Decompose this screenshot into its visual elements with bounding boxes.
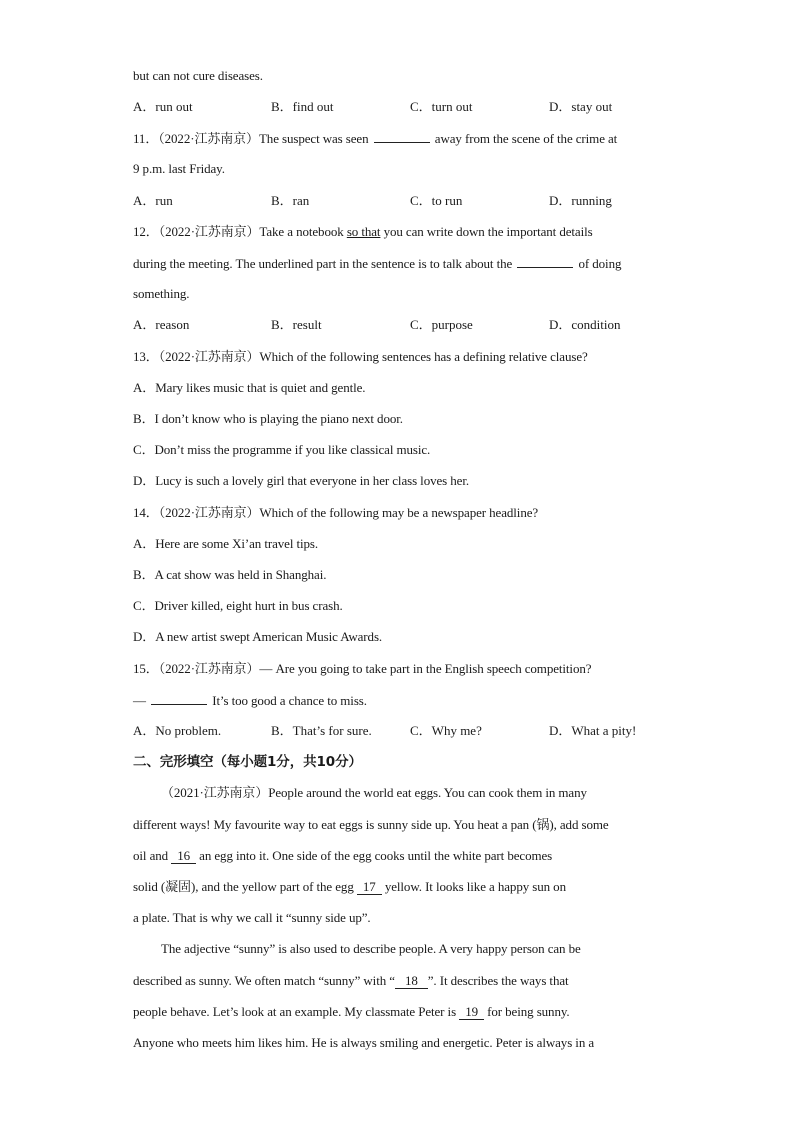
q11-option-a: A．run [133, 193, 173, 208]
q12-stem-before: 12．（2022·江苏南京）Take a notebook [133, 224, 347, 239]
passage-line-1: （2021·江苏南京）People around the world eat eggs. You can cook them in many [161, 785, 587, 800]
q11-stem-before: 11．（2022·江苏南京）The suspect was seen [133, 131, 372, 146]
blank-17: 17 [357, 880, 382, 895]
q13-option-c: C．Don’t miss the programme if you like classical music. [133, 442, 431, 457]
q10-option-b: B．find out [271, 99, 334, 114]
q12-stem [133, 224, 663, 240]
q12-option-b: B．result [271, 317, 322, 332]
q13-option-d: D．Lucy is such a lovely girl that everyone in her class loves her. [133, 473, 470, 488]
q11-option-b: B．ran [271, 193, 310, 208]
q12-option-d: D．condition [549, 317, 621, 332]
blank-18: 18 [395, 974, 428, 989]
passage-line-6: The adjective “sunny” is also used to describe people. A very happy person can be [161, 941, 581, 956]
passage-text: yellow. It looks like a happy sun on [381, 879, 566, 894]
q15-option-b: B．That’s for sure. [271, 723, 372, 738]
passage-line-3 [133, 848, 663, 864]
blank-16: 16 [171, 849, 196, 864]
passage-line-5: a plate. That is why we call it “sunny side up”. [133, 910, 371, 925]
q14-option-c: C．Driver killed, eight hurt in bus crash. [133, 598, 343, 613]
q15-option-c: C．Why me? [410, 723, 482, 738]
passage-text: an egg into it. One side of the egg cooks until the white part becomes [196, 848, 553, 863]
q11-option-c: C．to run [410, 193, 463, 208]
passage-line-8 [133, 1004, 663, 1020]
q12-option-a: A．reason [133, 317, 190, 332]
section-heading: 二、完形填空（每小题1分，共10分） [133, 754, 362, 770]
q11-blank [374, 130, 430, 143]
q13-option-b: B．I don’t know who is playing the piano next door. [133, 411, 403, 426]
q11-stem-after: away from the scene of the crime at [431, 131, 618, 146]
passage-text: solid (凝固), and the yellow part of the egg [133, 879, 357, 894]
q12-line2-after: of doing [575, 256, 622, 271]
q11-stem [133, 130, 663, 147]
q10-option-d: D．stay out [549, 99, 613, 114]
passage-text: oil and [133, 848, 172, 863]
q12-stem-after: you can write down the important details [380, 224, 593, 239]
q15-stem-line2 [133, 692, 663, 709]
blank-19: 19 [459, 1005, 484, 1020]
passage-line-4 [133, 879, 663, 895]
q15-option-a: A．No problem. [133, 723, 222, 738]
q12-stem-line3: something. [133, 286, 190, 301]
q12-blank [517, 255, 573, 268]
q15-dash: — [133, 693, 150, 708]
passage-line-9: Anyone who meets him likes him. He is always smiling and energetic. Peter is always in a [133, 1035, 595, 1050]
q11-stem-line2: 9 p.m. last Friday. [133, 161, 225, 176]
q12-line2-before: during the meeting. The underlined part in the sentence is to talk about the [133, 256, 516, 271]
passage-line-2: different ways! My favourite way to eat eggs is sunny side up. You heat a pan (锅), add some [133, 817, 609, 832]
q10-option-c: C．turn out [410, 99, 473, 114]
q12-option-c: C．purpose [410, 317, 473, 332]
q14-option-d: D．A new artist swept American Music Awards. [133, 629, 383, 644]
q11-option-d: D．running [549, 193, 612, 208]
q14-option-b: B．A cat show was held in Shanghai. [133, 567, 327, 582]
q15-line2-after: It’s too good a chance to miss. [209, 693, 367, 708]
q14-option-a: A．Here are some Xi’an travel tips. [133, 536, 319, 551]
q15-stem: 15．（2022·江苏南京）— Are you going to take part in the English speech competition? [133, 661, 592, 676]
passage-line-7 [133, 973, 663, 989]
q13-stem: 13．（2022·江苏南京）Which of the following sentences has a defining relative clause? [133, 349, 588, 364]
passage-text: people behave. Let’s look at an example. My classmate Peter is [133, 1004, 460, 1019]
q15-option-d: D．What a pity! [549, 723, 637, 738]
passage-text: ”. It describes the ways that [427, 973, 569, 988]
q10-continuation: but can not cure diseases. [133, 68, 263, 83]
passage-text: for being sunny. [484, 1004, 570, 1019]
q10-option-a: A．run out [133, 99, 193, 114]
q15-blank [151, 692, 207, 705]
q12-stem-line2 [133, 255, 663, 272]
passage-text: described as sunny. We often match “sunny” with “ [133, 973, 395, 988]
q14-stem: 14．（2022·江苏南京）Which of the following may be a newspaper headline? [133, 505, 539, 520]
q13-option-a: A．Mary likes music that is quiet and gentle. [133, 380, 366, 395]
q12-underlined-text: so that [346, 224, 381, 239]
